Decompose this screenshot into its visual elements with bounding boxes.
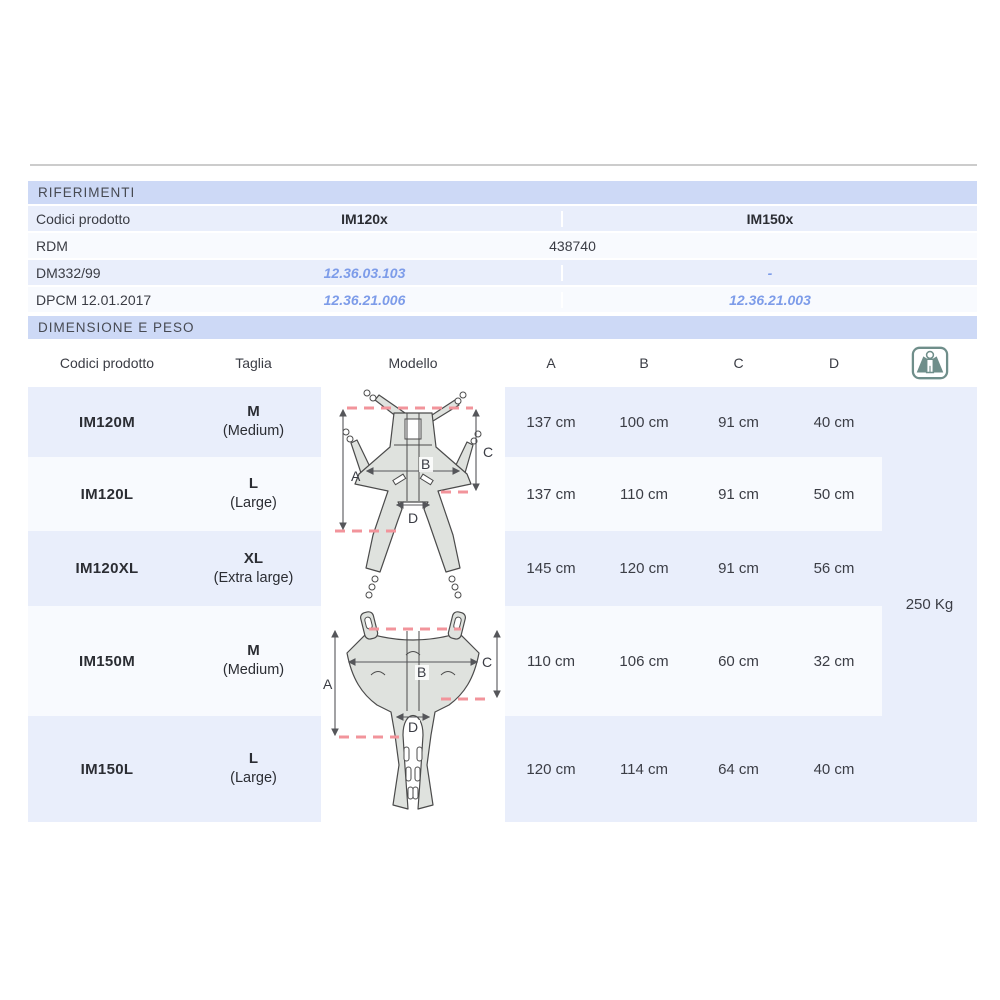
- size-cell: [186, 716, 321, 822]
- size-name: (Extra large): [213, 569, 294, 586]
- dim-a: 120 cm: [505, 716, 597, 822]
- dim-c: 91 cm: [691, 457, 786, 531]
- size-cell: [186, 606, 321, 716]
- dimensione-peso-section: [28, 316, 977, 822]
- dim-d: 50 cm: [786, 457, 882, 531]
- size-letter: L: [248, 475, 259, 493]
- diagram-label-a: A: [351, 468, 361, 484]
- size-table-body: [28, 387, 977, 822]
- diagram-label-a: A: [323, 675, 333, 692]
- diagram-label-c: C: [483, 444, 494, 460]
- dim-a: 137 cm: [505, 387, 597, 457]
- col-header-modello: Modello: [388, 355, 438, 371]
- product-family-im120x: IM120x: [341, 210, 388, 227]
- dpcm-code-im150x: 12.36.21.003: [561, 292, 977, 308]
- dim-b: 120 cm: [597, 531, 691, 606]
- dpcm-code-im120x: 12.36.21.006: [323, 291, 406, 308]
- sling-diagram-im120: [321, 387, 505, 606]
- product-code: IM120XL: [28, 531, 186, 606]
- diagram-label-d: D: [408, 718, 419, 735]
- diagram-label-b: B: [421, 456, 431, 472]
- col-header-b: B: [639, 355, 649, 371]
- dim-c: 60 cm: [691, 606, 786, 716]
- col-header-codici: Codici prodotto: [59, 355, 155, 371]
- dim-a: 137 cm: [505, 457, 597, 531]
- col-header-d: D: [828, 355, 840, 371]
- row-label: DM332/99: [36, 264, 101, 281]
- product-code: IM150M: [28, 606, 186, 716]
- dim-c: 64 cm: [691, 716, 786, 822]
- table-row-rdm: [28, 233, 977, 258]
- col-header-a: A: [546, 355, 556, 371]
- row-label: Codici prodotto: [36, 210, 131, 227]
- diagram-label-b: B: [417, 663, 427, 680]
- table-row-dpcm: [28, 287, 977, 312]
- dim-c: 91 cm: [691, 387, 786, 457]
- size-name: (Large): [230, 495, 277, 512]
- product-code: IM120L: [28, 457, 186, 531]
- hygienic-sling-diagram: [321, 607, 505, 822]
- row-label: RDM: [36, 237, 68, 254]
- full-body-sling-diagram: [321, 387, 505, 606]
- dim-d: 56 cm: [786, 531, 882, 606]
- dimensione-peso-section-title: DIMENSIONE E PESO: [28, 316, 977, 339]
- table-row-codici-prodotto: [28, 206, 977, 231]
- size-letter: XL: [243, 549, 264, 567]
- diagram-label-d: D: [408, 510, 419, 526]
- riferimenti-section-title: RIFERIMENTI: [28, 181, 977, 204]
- size-cell: [186, 457, 321, 531]
- product-code: IM150L: [28, 716, 186, 822]
- dim-d: 40 cm: [786, 716, 882, 822]
- size-table-header: [28, 339, 977, 387]
- dim-a: 145 cm: [505, 531, 597, 606]
- patient-sling-max-load-icon: [911, 345, 949, 381]
- col-header-c: C: [733, 355, 744, 371]
- product-family-im150x: IM150x: [561, 211, 977, 227]
- diagram-label-c: C: [482, 653, 493, 670]
- size-letter: M: [247, 642, 260, 660]
- dm332-code-im120x: 12.36.03.103: [323, 264, 406, 281]
- dim-d: 32 cm: [786, 606, 882, 716]
- row-label: DPCM 12.01.2017: [36, 291, 152, 308]
- size-cell: [186, 531, 321, 606]
- dim-b: 114 cm: [597, 716, 691, 822]
- size-cell: [186, 387, 321, 457]
- size-name: (Large): [230, 770, 277, 787]
- dim-c: 91 cm: [691, 531, 786, 606]
- size-name: (Medium): [222, 423, 285, 440]
- size-letter: L: [248, 750, 259, 768]
- riferimenti-section: [28, 181, 977, 312]
- product-code: IM120M: [28, 387, 186, 457]
- sling-diagram-im150: [321, 606, 505, 822]
- col-header-taglia: Taglia: [235, 355, 272, 371]
- table-row-dm332: [28, 260, 977, 285]
- dm332-code-im150x: -: [561, 265, 977, 281]
- dim-d: 40 cm: [786, 387, 882, 457]
- rdm-number: 438740: [549, 237, 596, 254]
- dim-b: 106 cm: [597, 606, 691, 716]
- dim-b: 100 cm: [597, 387, 691, 457]
- top-divider-line: [30, 164, 977, 166]
- col-header-max-load: [882, 345, 977, 381]
- dim-b: 110 cm: [597, 457, 691, 531]
- size-name: (Medium): [222, 662, 285, 679]
- size-letter: M: [247, 403, 260, 421]
- dim-a: 110 cm: [505, 606, 597, 716]
- max-load-value: 250 Kg: [882, 387, 977, 822]
